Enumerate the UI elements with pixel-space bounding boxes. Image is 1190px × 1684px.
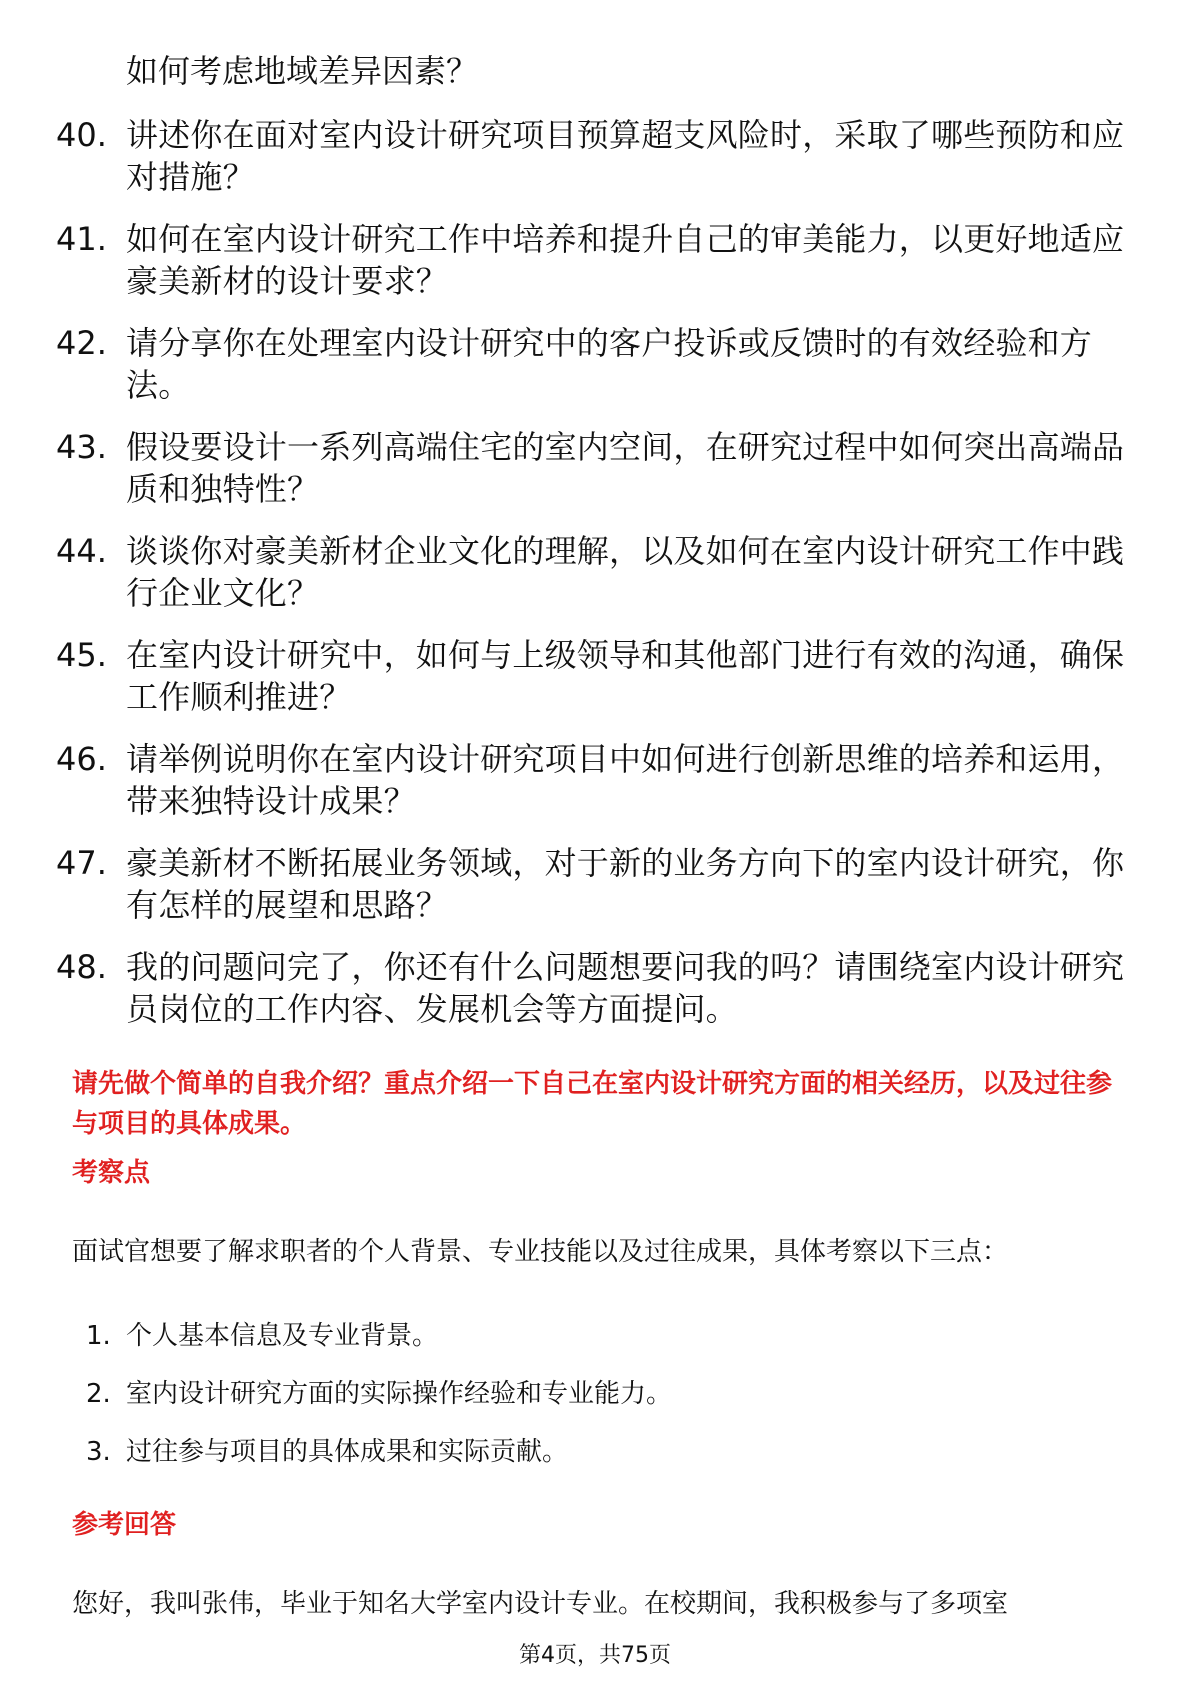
question-text: 请分享你在处理室内设计研究中的客户投诉或反馈时的有效经验和方法。 — [126, 324, 1093, 404]
question-item — [0, 530, 1190, 634]
question-text: 豪美新材不断拓展业务领域，对于新的业务方向下的室内设计研究，你有怎样的展望和思路？ — [126, 844, 1125, 924]
focus-point-number: 1. — [86, 1321, 111, 1351]
question-item — [0, 426, 1190, 530]
answer-text: 您好，我叫张伟，毕业于知名大学室内设计专业。在校期间，我积极参与了多项室 — [72, 1589, 1009, 1619]
focus-point-number: 2. — [86, 1379, 111, 1409]
question-item — [0, 322, 1190, 426]
focus-point-item — [0, 1318, 1190, 1376]
question-text: 在室内设计研究中，如何与上级领导和其他部门进行有效的沟通，确保工作顺利推进？ — [126, 636, 1125, 716]
question-text: 如何在室内设计研究工作中培养和提升自己的审美能力，以更好地适应豪美新材的设计要求？ — [126, 220, 1125, 300]
page-footer: 第4页，共75页 — [519, 1643, 671, 1668]
focus-point-item — [0, 1376, 1190, 1434]
question-item — [0, 114, 1190, 218]
question-continuation: 如何考虑地域差异因素？ — [126, 52, 479, 90]
question-number: 42. — [56, 324, 107, 362]
question-list — [0, 114, 1190, 1050]
question-text: 假设要设计一系列高端住宅的室内空间，在研究过程中如何突出高端品质和独特性？ — [126, 428, 1125, 508]
question-number: 41. — [56, 220, 107, 258]
question-text: 谈谈你对豪美新材企业文化的理解，以及如何在室内设计研究工作中践行企业文化？ — [126, 532, 1125, 612]
question-item — [0, 218, 1190, 322]
question-number: 48. — [56, 948, 107, 986]
question-number: 44. — [56, 532, 107, 570]
focus-point-text: 个人基本信息及专业背景。 — [126, 1321, 439, 1351]
question-number: 40. — [56, 116, 107, 154]
focus-intro: 面试官想要了解求职者的个人背景、专业技能以及过往成果，具体考察以下三点： — [72, 1237, 1009, 1267]
question-number: 47. — [56, 844, 107, 882]
focus-point-list — [0, 1318, 1190, 1492]
question-item — [0, 946, 1190, 1050]
focus-heading: 考察点 — [72, 1158, 151, 1188]
question-text: 我的问题问完了，你还有什么问题想要问我的吗？请围绕室内设计研究员岗位的工作内容、发展机会等方面提问。 — [126, 948, 1125, 1028]
focus-point-item — [0, 1434, 1190, 1492]
question-number: 43. — [56, 428, 107, 466]
highlight-question: 请先做个简单的自我介绍？重点介绍一下自己在室内设计研究方面的相关经历，以及过往参与项目的具体成果。 — [72, 1069, 1113, 1139]
question-item — [0, 738, 1190, 842]
answer-heading: 参考回答 — [72, 1510, 177, 1540]
focus-point-number: 3. — [86, 1437, 111, 1467]
question-item — [0, 634, 1190, 738]
focus-point-text: 室内设计研究方面的实际操作经验和专业能力。 — [126, 1379, 673, 1409]
question-item — [0, 842, 1190, 946]
question-text: 请举例说明你在室内设计研究项目中如何进行创新思维的培养和运用，带来独特设计成果？ — [126, 740, 1125, 820]
question-number: 46. — [56, 740, 107, 778]
question-text: 讲述你在面对室内设计研究项目预算超支风险时，采取了哪些预防和应对措施？ — [126, 116, 1125, 196]
question-number: 45. — [56, 636, 107, 674]
focus-point-text: 过往参与项目的具体成果和实际贡献。 — [126, 1437, 569, 1467]
